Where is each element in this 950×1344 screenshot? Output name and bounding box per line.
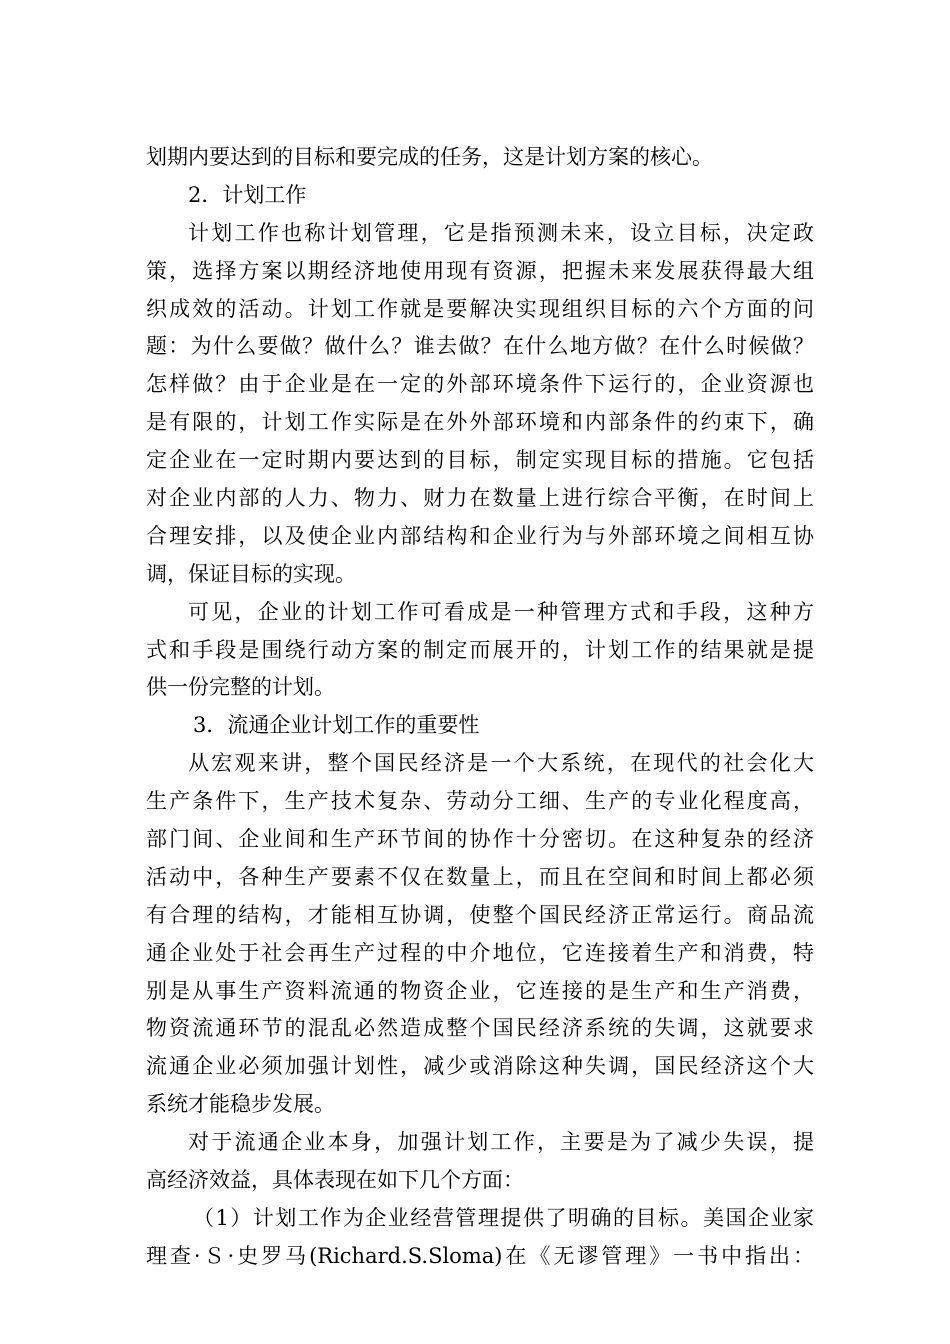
text-line: 物资流通环节的混乱必然造成整个国民经济系统的失调，这就要求: [146, 1016, 814, 1041]
text-line: 是有限的，计划工作实际是在外外部环境和内部条件的约束下，确: [146, 410, 814, 435]
text-line: 可见，企业的计划工作可看成是一种管理方式和手段，这种方: [188, 599, 814, 624]
text-line: 供一份完整的计划。: [146, 675, 335, 700]
document-page: [146, 139, 814, 1276]
text-line: 别是从事生产资料流通的物资企业，它连接的是生产和生产消费，: [146, 978, 814, 1003]
text-line: 系统才能稳步发展。: [146, 1092, 335, 1117]
text-line: 划期内要达到的目标和要完成的任务，这是计划方案的核心。: [146, 145, 713, 169]
text-line: 生产条件下，生产技术复杂、劳动分工细、生产的专业化程度高，: [146, 789, 814, 814]
text-line: 题：为什么要做？做什么？谁去做？在什么地方做？在什么时候做？: [146, 334, 814, 359]
section-heading: 3．流通企业计划工作的重要性: [193, 713, 480, 738]
text-line: 定企业在一定时期内要达到的目标，制定实现目标的措施。它包括: [146, 448, 814, 473]
text-line: 式和手段是围绕行动方案的制定而展开的，计划工作的结果就是提: [146, 637, 814, 662]
text-line: 策，选择方案以期经济地使用现有资源，把握未来发展获得最大组: [146, 258, 814, 283]
text-line: 理查·Ｓ·史罗马(Richard.S.Sloma)在《无谬管理》一书中指出：: [146, 1243, 814, 1268]
section-heading: 2．计划工作: [188, 182, 307, 207]
text-line: 对企业内部的人力、物力、财力在数量上进行综合平衡，在时间上: [146, 486, 814, 511]
text-line: 调，保证目标的实现。: [146, 561, 356, 586]
text-line: 对于流通企业本身，加强计划工作，主要是为了减少失误，提: [188, 1130, 814, 1155]
text-line: 部门间、企业间和生产环节间的协作十分密切。在这种复杂的经济: [146, 827, 814, 852]
text-line: 织成效的活动。计划工作就是要解决实现组织目标的六个方面的问: [146, 296, 814, 321]
text-line: 计划工作也称计划管理，它是指预测未来，设立目标，决定政: [188, 220, 814, 245]
text-line: 合理安排，以及使企业内部结构和企业行为与外部环境之间相互协: [146, 523, 814, 548]
text-line: 活动中，各种生产要素不仅在数量上，而且在空间和时间上都必须: [146, 864, 814, 889]
text-line: 有合理的结构，才能相互协调，使整个国民经济正常运行。商品流: [146, 902, 814, 927]
text-line: 从宏观来讲，整个国民经济是一个大系统，在现代的社会化大: [188, 751, 814, 776]
text-line: 怎样做？由于企业是在一定的外部环境条件下运行的，企业资源也: [146, 372, 814, 397]
text-line: （1）计划工作为企业经营管理提供了明确的目标。美国企业家: [193, 1205, 814, 1230]
text-line: 高经济效益，具体表现在如下几个方面：: [146, 1168, 524, 1193]
text-line: 流通企业必须加强计划性，减少或消除这种失调，国民经济这个大: [146, 1054, 814, 1079]
text-line: 通企业处于社会再生产过程的中介地位，它连接着生产和消费，特: [146, 940, 814, 965]
